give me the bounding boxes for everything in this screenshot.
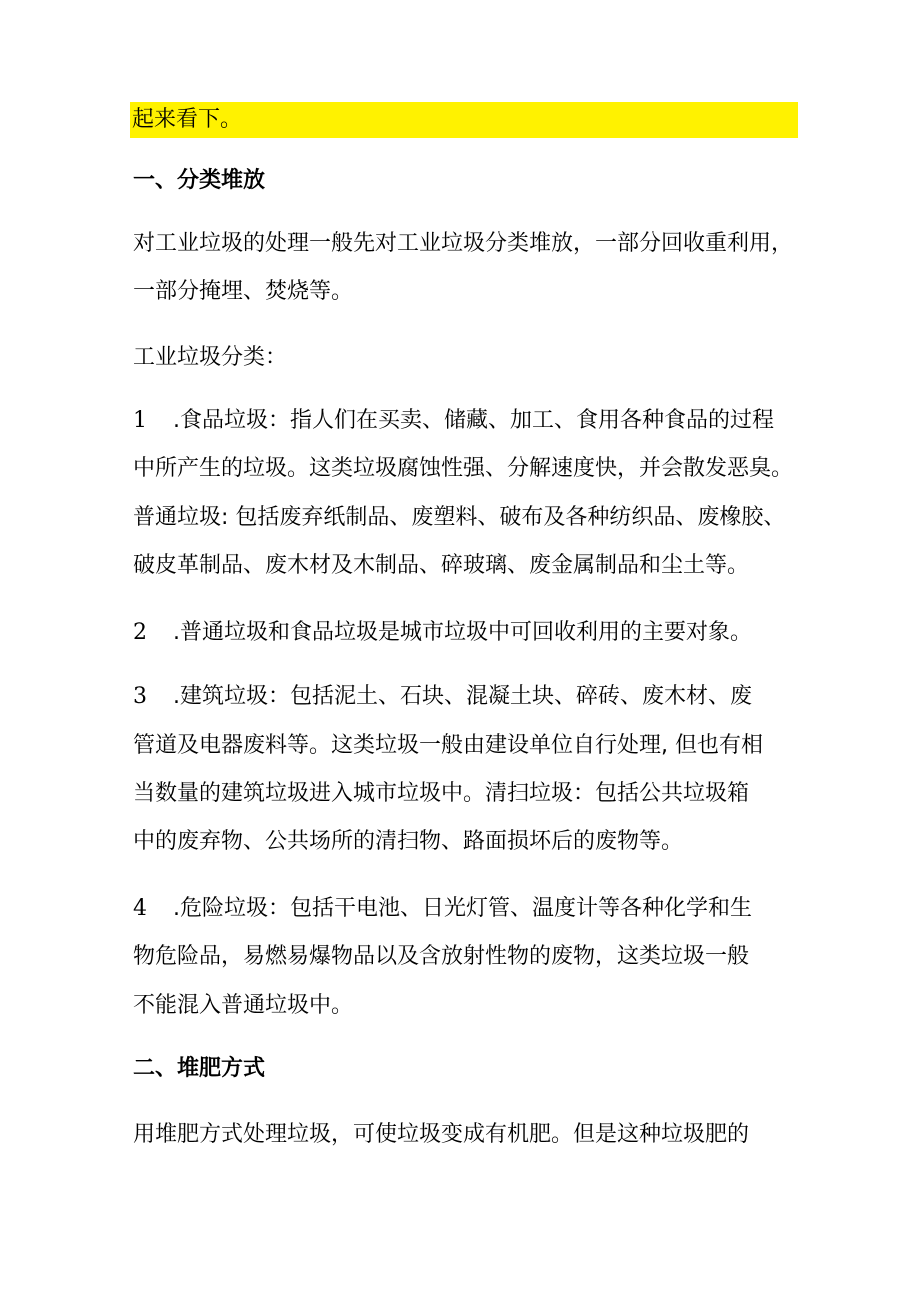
list-item-text: .普通垃圾和食品垃圾是城市垃圾中可回收利用的主要对象。 — [173, 620, 752, 645]
paragraph-line: 管道及电器废料等。这类垃圾一般由建设单位自行处理, 但也有相 — [133, 733, 763, 758]
paragraph-line: 对工业垃圾的处理一般先对工业垃圾分类堆放，一部分回收重利用， — [133, 231, 794, 256]
list-item-text: .建筑垃圾：包括泥土、石块、混凝土块、碎砖、废木材、废 — [173, 684, 752, 709]
paragraph-line: 中的废弃物、公共场所的清扫物、路面损坏后的废物等。 — [133, 829, 684, 854]
list-item-line — [133, 406, 774, 436]
paragraph-line: 物危险品，易燃易爆物品以及含放射性物的废物，这类垃圾一般 — [133, 944, 750, 969]
section-heading-1: 一、分类堆放 — [133, 168, 266, 193]
list-item-text: .食品垃圾：指人们在买卖、储藏、加工、食用各种食品的过程 — [173, 408, 774, 433]
list-item-line — [133, 894, 752, 924]
list-item-number: 1 — [133, 408, 147, 433]
paragraph-line: 不能混入普通垃圾中。 — [133, 993, 354, 1018]
highlighted-fragment: 起来看下。 — [130, 102, 798, 138]
list-item-number: 2 — [133, 620, 147, 645]
list-item-number: 3 — [133, 684, 147, 709]
paragraph-line: 当数量的建筑垃圾进入城市垃圾中。清扫垃圾：包括公共垃圾箱 — [133, 781, 750, 806]
paragraph-line: 一部分掩埋、焚烧等。 — [133, 279, 354, 304]
section-heading-2: 二、堆肥方式 — [133, 1056, 266, 1081]
paragraph-line: 用堆肥方式处理垃圾，可使垃圾变成有机肥。但是这种垃圾肥的 — [133, 1122, 750, 1147]
list-item-line — [133, 618, 752, 648]
paragraph-line: 普通垃圾: 包括废弃纸制品、废塑料、破布及各种纺织品、废橡胶、 — [133, 505, 786, 530]
paragraph-line: 破皮革制品、废木材及木制品、碎玻璃、废金属制品和尘土等。 — [133, 553, 750, 578]
list-item-text: .危险垃圾：包括干电池、日光灯管、温度计等各种化学和生 — [173, 896, 752, 921]
subheading: 工业垃圾分类： — [133, 345, 288, 370]
paragraph-line: 中所产生的垃圾。这类垃圾腐蚀性强、分解速度快，并会散发恶臭。 — [133, 456, 794, 481]
list-item-line — [133, 682, 752, 712]
list-item-number: 4 — [133, 896, 147, 921]
